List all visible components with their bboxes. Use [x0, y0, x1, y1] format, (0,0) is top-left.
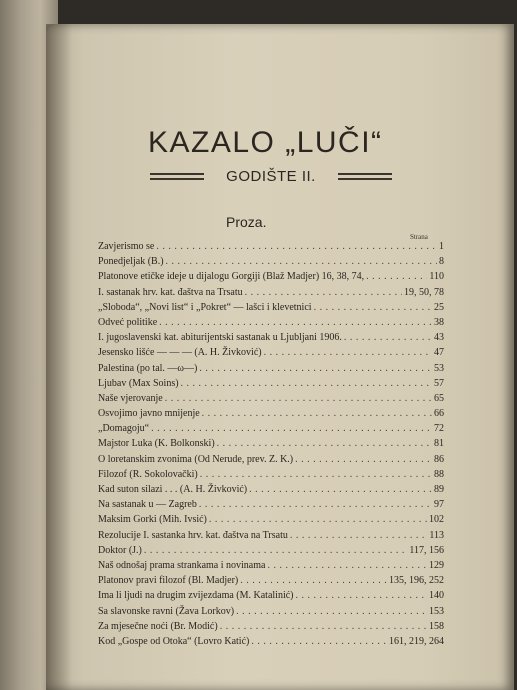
- toc-entry: [98, 560, 444, 575]
- toc-entry: [98, 302, 444, 317]
- page-title: KAZALO „LUČI“: [148, 126, 383, 159]
- spine-shadow: [46, 24, 72, 690]
- toc-entry: [98, 271, 444, 286]
- toc-entry-title: Kad suton silazi . . . (A. H. Živković): [98, 484, 248, 495]
- toc-entry-title: Ljubav (Max Soins): [98, 377, 179, 389]
- toc-entry-title: „Domagoju“: [98, 423, 150, 435]
- dot-leader: [200, 469, 432, 480]
- toc-entry-title: Zavjerismo se: [98, 241, 155, 252]
- dot-leader: [165, 393, 432, 404]
- toc-entry: [98, 423, 444, 438]
- dot-leader: [209, 514, 427, 525]
- page-column-header: Strana: [410, 233, 428, 241]
- dot-leader: [181, 378, 432, 389]
- toc-entry-title: Ima li ljudi na drugim zvijezdama (M. Katalinić): [98, 590, 294, 602]
- toc-entry: [98, 438, 444, 453]
- toc-entry: [98, 469, 444, 484]
- toc-entry-title: Naše vjerovanje: [98, 392, 163, 404]
- section-heading: Proza.: [226, 214, 267, 230]
- toc-entry: [98, 545, 444, 560]
- toc-entry-title: O loretanskim zvonima (Od Nerude, prev. Z. K.): [98, 453, 294, 465]
- dot-leader: [366, 271, 427, 282]
- table-of-contents: [98, 241, 444, 651]
- dot-leader: [156, 241, 437, 252]
- toc-entry-title: Za mjesečne noći (Br. Modić): [98, 620, 218, 632]
- toc-entry-pages: 47: [434, 347, 444, 359]
- dot-leader: [245, 287, 402, 298]
- toc-entry-title: Platonov pravi filozof (Bl. Madjer): [98, 575, 239, 587]
- toc-entry-title: Platonove etičke ideje u dijalogu Gorgiji (Blaž Madjer) 16, 38, 74,: [98, 271, 365, 283]
- toc-entry-pages: 158: [429, 620, 444, 632]
- toc-entry-pages: 43: [434, 332, 444, 344]
- toc-entry-title: Rezolucije I. sastanka hrv. kat. đaštva na Trsatu: [98, 529, 288, 541]
- toc-entry-title: „Sloboda“, „Novi list“ i „Pokret“ — lašci i klevetnici: [98, 301, 312, 313]
- dot-leader: [264, 347, 432, 358]
- toc-entry: [98, 317, 444, 332]
- toc-entry: [98, 378, 444, 393]
- dot-leader: [296, 590, 428, 601]
- toc-entry-title: Palestina (po tal. —ω—): [98, 362, 198, 374]
- toc-entry: [98, 332, 444, 347]
- toc-entry-pages: 153: [429, 605, 444, 617]
- toc-entry: [98, 256, 444, 271]
- toc-entry-pages: 1: [439, 241, 444, 252]
- dot-leader: [314, 302, 432, 313]
- dot-leader: [144, 545, 407, 556]
- toc-entry-pages: 81: [434, 438, 444, 450]
- toc-entry-title: Naš odnošaj prama strankama i novinama: [98, 559, 266, 571]
- toc-entry-pages: 53: [434, 362, 444, 374]
- dot-leader: [344, 332, 432, 343]
- toc-entry-title: Jesensko lišće — — — (A. H. Živković): [98, 347, 262, 359]
- toc-entry: [98, 484, 444, 499]
- toc-entry-pages: 140: [429, 590, 444, 602]
- toc-entry-title: Ponedjeljak (B.): [98, 256, 164, 268]
- dot-leader: [202, 408, 432, 419]
- dot-leader: [220, 621, 427, 632]
- subtitle-row: [150, 168, 392, 188]
- dot-leader: [151, 423, 432, 434]
- toc-entry-title: Doktor (J.): [98, 544, 142, 556]
- toc-entry-pages: 88: [434, 468, 444, 480]
- toc-entry-pages: 72: [434, 423, 444, 435]
- dot-leader: [159, 317, 432, 328]
- dot-leader: [267, 560, 427, 571]
- toc-entry-pages: 113: [429, 529, 444, 541]
- toc-entry-title: Sa slavonske ravni (Žava Lorkov): [98, 605, 235, 617]
- toc-entry: [98, 347, 444, 362]
- toc-entry-pages: 129: [429, 559, 444, 571]
- toc-entry: [98, 287, 444, 302]
- toc-entry-title: Kod „Gospe od Otoka“ (Lovro Katić): [98, 635, 250, 647]
- toc-entry: [98, 514, 444, 529]
- toc-entry: [98, 636, 444, 651]
- dot-leader: [251, 636, 387, 647]
- dot-leader: [290, 530, 427, 541]
- toc-entry-pages: 102: [429, 514, 444, 526]
- toc-entry-pages: 25: [434, 301, 444, 313]
- toc-entry-pages: 65: [434, 392, 444, 404]
- toc-entry-title: Filozof (R. Sokolovački): [98, 468, 198, 480]
- toc-entry-title: I. sastanak hrv. kat. đaštva na Trsatu: [98, 286, 243, 298]
- toc-entry-title: Na sastanak u — Zagreb: [98, 499, 197, 511]
- dot-leader: [217, 438, 432, 449]
- toc-entry-pages: 161, 219, 264: [389, 635, 444, 647]
- double-rule-left: [150, 173, 204, 180]
- toc-entry-pages: 38: [434, 316, 444, 328]
- double-rule-right: [338, 173, 392, 180]
- toc-entry: [98, 575, 444, 590]
- dot-leader: [199, 363, 432, 374]
- toc-entry-pages: 66: [434, 408, 444, 420]
- dot-leader: [166, 256, 437, 267]
- toc-entry-pages: 135, 196, 252: [389, 575, 444, 587]
- toc-entry-pages: 110: [429, 271, 444, 283]
- toc-entry-title: Odveć politike: [98, 316, 158, 328]
- toc-entry: [98, 393, 444, 408]
- toc-entry: [98, 363, 444, 378]
- volume-subtitle: GODIŠTE II.: [226, 168, 316, 185]
- toc-entry-pages: 8: [439, 256, 444, 268]
- dot-leader: [295, 454, 432, 465]
- toc-entry-pages: 57: [434, 377, 444, 389]
- toc-entry: [98, 499, 444, 514]
- toc-entry-pages: 89: [434, 484, 444, 495]
- toc-entry-title: I. jugoslavenski kat. abiturijentski sastanak u Ljubljani 1906.: [98, 332, 342, 344]
- toc-entry: [98, 530, 444, 545]
- toc-entry: [98, 621, 444, 636]
- toc-entry-title: Osvojimo javno mnijenje: [98, 408, 200, 420]
- toc-entry-title: Maksim Gorki (Mih. Ivsić): [98, 514, 207, 526]
- toc-entry: [98, 606, 444, 621]
- toc-entry: [98, 590, 444, 605]
- toc-entry: [98, 408, 444, 423]
- dot-leader: [249, 484, 432, 495]
- toc-entry-title: Majstor Luka (K. Bolkonski): [98, 438, 215, 450]
- dot-leader: [199, 499, 432, 510]
- toc-entry-pages: 19, 50, 78: [404, 286, 444, 298]
- toc-entry: [98, 454, 444, 469]
- dot-leader: [240, 575, 387, 586]
- dot-leader: [236, 606, 427, 617]
- toc-entry: [98, 241, 444, 256]
- toc-entry-pages: 117, 156: [409, 544, 444, 556]
- toc-entry-pages: 97: [434, 499, 444, 511]
- toc-entry-pages: 86: [434, 453, 444, 465]
